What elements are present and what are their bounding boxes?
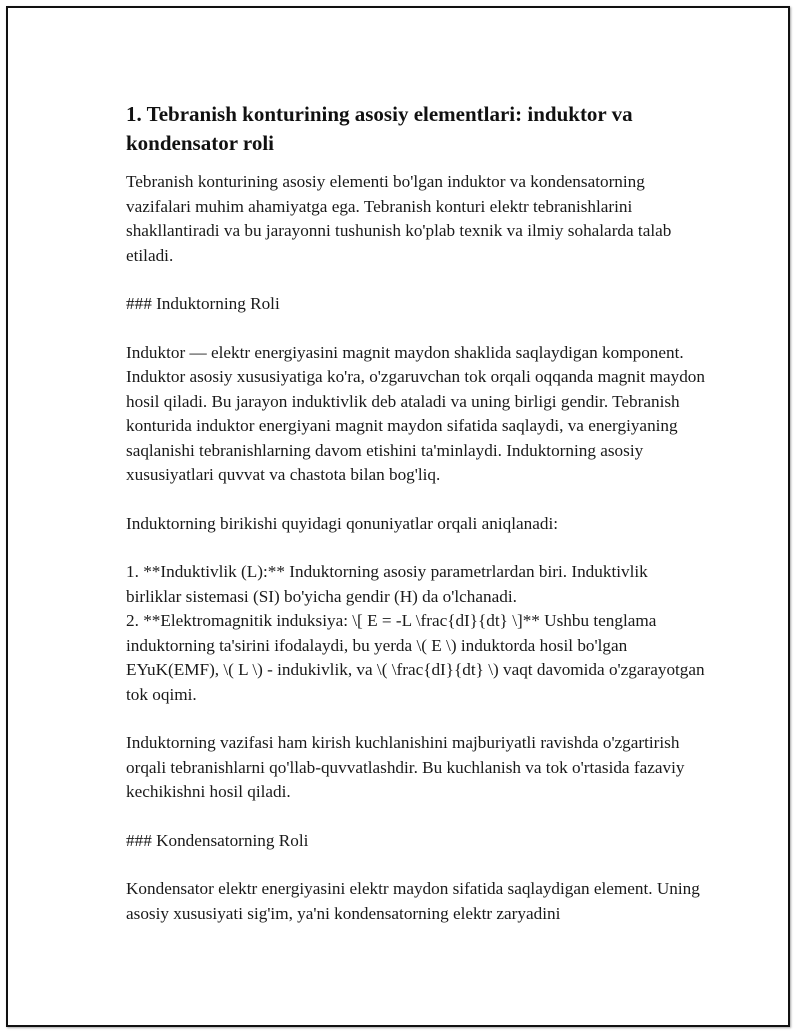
paragraph-inductor-definition: Induktor — elektr energiyasini magnit maydon shaklida saqlaydigan komponent. Induktor asosiy xususiyatiga ko'ra, o'zgaruvchan tok orqali oqqanda magnit maydon hosil qiladi. Bu jarayon induktivlik deb ataladi va uning birligi gendir. Tebranish konturida induktor energiyani magnit maydon sifatida saqlaydi, va energiyaning saqlanishi tebranishlarning davom etishini ta'minlaydi. Induktorning asosiy xususiyatlari quvvat va chastota bilan bog'liq.: [126, 342, 705, 484]
subheading-capacitor-role: ### Kondensatorning Roli: [126, 830, 309, 850]
document-body: [126, 100, 706, 926]
paragraph-capacitor-definition: Kondensator elektr energiyasini elektr maydon sifatida saqlaydigan element. Uning asosiy xususiyati sig'im, ya'ni kondensatorning elektr zaryadini: [126, 879, 700, 923]
subheading-inductor-role: ### Induktorning Roli: [126, 294, 280, 313]
page-frame: [6, 6, 790, 1027]
section-heading: 1. Tebranish konturining asosiy elementlari: induktor va kondensator roli: [126, 102, 633, 155]
paragraph-inductor-function: Induktorning vazifasi ham kirish kuchlanishini majburiyatli ravishda o'zgartirish orqali tebranishlarni qo'llab-quvvatlashdir. Bu kuchlanish va tok o'rtasida fazaviy kechikishni hosil qiladi.: [126, 733, 685, 801]
paragraph-inductor-laws-intro: Induktorning birikishi quyidagi qonuniyatlar orqali aniqlanadi:: [126, 513, 558, 533]
paragraph-inductor-laws-list: 1. **Induktivlik (L):** Induktorning asosiy parametrlardan biri. Induktivlik birliklar sistemasi (SI) bo'yicha gendir (H) da o'lchanadi. 2. **Elektromagnitik induksiya: \[ E = -L \frac{dI}{dt} \]** Ushbu tenglama induktorning ta'sirini ifodalaydi, bu yerda \( E \) induktorda hosil bo'lgan EYuK(EMF), \( L \) - indukivlik, va \( \frac{dI}{dt} \) vaqt davomida o'zgarayotgan tok oqimi.: [126, 562, 705, 704]
paragraph-intro: Tebranish konturining asosiy elementi bo'lgan induktor va kondensatorning vazifalari muhim ahamiyatga ega. Tebranish konturi elektr tebranishlarini shakllantiradi va bu jarayonni tushunish ko'plab texnik va ilmiy sohalarda talab etiladi.: [126, 172, 672, 265]
